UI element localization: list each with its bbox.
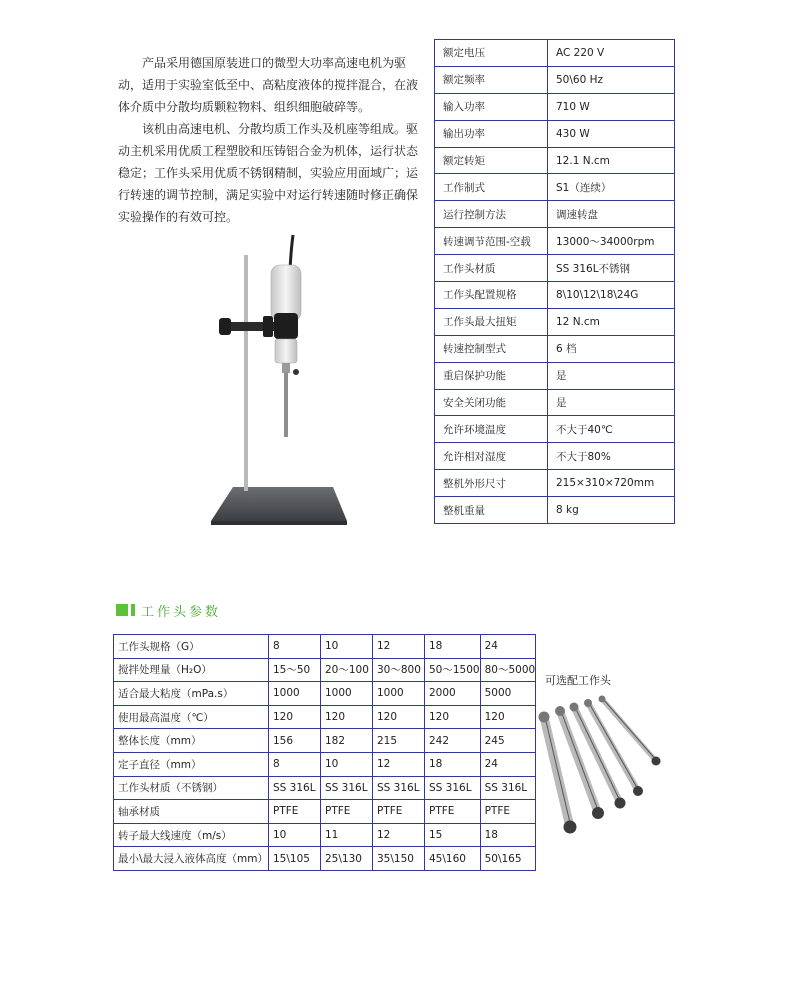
homogenizer-stand-image [205, 225, 355, 535]
param-value: PTFE [321, 800, 373, 824]
param-label: 搅拌处理量（H₂O） [114, 658, 269, 682]
spec-label: 额定电压 [435, 40, 548, 67]
param-row [114, 729, 536, 753]
param-row [114, 705, 536, 729]
work-head-tip [633, 786, 643, 796]
param-value: 30～800 [373, 658, 425, 682]
param-value: 35\150 [373, 847, 425, 871]
spec-label: 输入功率 [435, 93, 548, 120]
param-value: 50\165 [480, 847, 536, 871]
param-value: 24 [480, 752, 536, 776]
spec-row [435, 228, 675, 255]
param-value: 18 [425, 752, 481, 776]
param-value: 45\160 [425, 847, 481, 871]
param-value: 8 [269, 752, 321, 776]
param-label: 适合最大粘度（mPa.s） [114, 682, 269, 706]
spec-value: 调速转盘 [548, 201, 675, 228]
intro-paragraph-1: 产品采用德国原装进口的微型大功率高速电机为驱动，适用于实验室低至中、高粘度液体的搅拌混合，在液体介质中分散均质颗粒物料、组织细胞破碎等。 [118, 56, 419, 114]
param-value: 1000 [373, 682, 425, 706]
spec-row [435, 40, 675, 67]
param-label: 工作头规格（G） [114, 635, 269, 659]
section-title: 工作头参数 [141, 604, 222, 620]
spec-label: 额定频率 [435, 66, 548, 93]
spec-value: 12 N.cm [548, 308, 675, 335]
param-value: 15～50 [269, 658, 321, 682]
param-value: 11 [321, 823, 373, 847]
param-value: 120 [425, 705, 481, 729]
param-value: PTFE [425, 800, 481, 824]
spec-label: 额定转矩 [435, 147, 548, 174]
spec-value: 12.1 N.cm [548, 147, 675, 174]
param-value: 215 [373, 729, 425, 753]
spec-row [435, 443, 675, 470]
spec-value: 6 档 [548, 335, 675, 362]
spec-row [435, 147, 675, 174]
param-value: 80～5000 [480, 658, 536, 682]
spec-value: 是 [548, 362, 675, 389]
spec-label: 允许环境温度 [435, 416, 548, 443]
param-value: 245 [480, 729, 536, 753]
param-value: 2000 [425, 682, 481, 706]
work-head-tip [592, 807, 604, 819]
spec-row [435, 255, 675, 282]
spec-value: 8\10\12\18\24G [548, 282, 675, 309]
param-row [114, 752, 536, 776]
work-head-tip [564, 821, 577, 834]
intro-paragraph-2: 该机由高速电机、分散均质工作头及机座等组成。驱动主机采用优质工程塑胶和压铸铝合金为机体，运行状态稳定；工作头采用优质不锈钢精制，实验应用面域广；运行转速的调节控制，满足实验中对运行转速随时修正确保实验操作的有效可控。 [118, 122, 419, 224]
param-row [114, 635, 536, 659]
work-head-coupling [539, 712, 550, 723]
param-value: 120 [321, 705, 373, 729]
param-value: 18 [425, 635, 481, 659]
param-label: 使用最高温度（℃） [114, 705, 269, 729]
param-value: 50～1500 [425, 658, 481, 682]
param-value: 156 [269, 729, 321, 753]
spec-label: 转速调节范围-空载 [435, 228, 548, 255]
param-row [114, 823, 536, 847]
spec-value: 430 W [548, 120, 675, 147]
spec-label: 工作制式 [435, 174, 548, 201]
param-value: 8 [269, 635, 321, 659]
spec-value: 不大于40℃ [548, 416, 675, 443]
spec-row [435, 120, 675, 147]
param-value: 12 [373, 823, 425, 847]
param-value: 10 [321, 752, 373, 776]
param-row [114, 776, 536, 800]
spec-label: 转速控制型式 [435, 335, 548, 362]
spec-label: 工作头配置规格 [435, 282, 548, 309]
spec-label: 重启保护功能 [435, 362, 548, 389]
param-value: SS 316L [480, 776, 536, 800]
spec-value: 50\60 Hz [548, 66, 675, 93]
optional-heads-caption: 可选配工作头 [545, 674, 611, 687]
spec-label: 安全关闭功能 [435, 389, 548, 416]
spec-row [435, 362, 675, 389]
spec-row [435, 308, 675, 335]
param-value: 20～100 [321, 658, 373, 682]
param-value: SS 316L [373, 776, 425, 800]
param-label: 轴承材质 [114, 800, 269, 824]
work-head-tip [615, 798, 626, 809]
param-value: 120 [373, 705, 425, 729]
param-value: 5000 [480, 682, 536, 706]
param-value: 242 [425, 729, 481, 753]
spec-row [435, 389, 675, 416]
param-row [114, 658, 536, 682]
param-value: 25\130 [321, 847, 373, 871]
param-value: 120 [480, 705, 536, 729]
spec-value: 是 [548, 389, 675, 416]
param-value: SS 316L [269, 776, 321, 800]
spec-row [435, 282, 675, 309]
spec-label: 允许相对湿度 [435, 443, 548, 470]
param-value: 15 [425, 823, 481, 847]
spec-value: SS 316L不锈钢 [548, 255, 675, 282]
spec-label: 工作头最大扭矩 [435, 308, 548, 335]
spec-label: 工作头材质 [435, 255, 548, 282]
spec-row [435, 201, 675, 228]
param-value: 1000 [269, 682, 321, 706]
param-row [114, 800, 536, 824]
work-head-coupling [584, 699, 592, 707]
spec-value: AC 220 V [548, 40, 675, 67]
work-head-tip [652, 757, 661, 766]
param-value: PTFE [269, 800, 321, 824]
heading-marker-icon [116, 604, 128, 616]
param-label: 工作头材质（不锈钢） [114, 776, 269, 800]
spec-row [435, 174, 675, 201]
param-value: 12 [373, 635, 425, 659]
spec-row [435, 497, 675, 524]
spec-row [435, 416, 675, 443]
spec-label: 整机外形尺寸 [435, 470, 548, 497]
spec-value: 13000～34000rpm [548, 228, 675, 255]
spec-label: 输出功率 [435, 120, 548, 147]
work-head-coupling [555, 706, 565, 716]
spec-value: 不大于80% [548, 443, 675, 470]
spec-row [435, 335, 675, 362]
param-value: PTFE [480, 800, 536, 824]
param-value: 18 [480, 823, 536, 847]
param-label: 定子直径（mm） [114, 752, 269, 776]
param-row [114, 682, 536, 706]
param-label: 最小\最大浸入液体高度（mm） [114, 847, 269, 871]
param-value: 12 [373, 752, 425, 776]
param-value: SS 316L [425, 776, 481, 800]
spec-value: S1（连续） [548, 174, 675, 201]
heading-bar-icon [131, 604, 135, 616]
work-heads-image [530, 695, 670, 845]
spec-row [435, 66, 675, 93]
spec-row [435, 470, 675, 497]
param-value: 182 [321, 729, 373, 753]
param-label: 整体长度（mm） [114, 729, 269, 753]
spec-value: 8 kg [548, 497, 675, 524]
spec-value: 215×310×720mm [548, 470, 675, 497]
spec-value: 710 W [548, 93, 675, 120]
work-head-coupling [599, 696, 606, 703]
param-value: 24 [480, 635, 536, 659]
param-value: 10 [269, 823, 321, 847]
param-value: 1000 [321, 682, 373, 706]
param-value: SS 316L [321, 776, 373, 800]
work-head-shaft [602, 699, 656, 761]
spec-table [434, 39, 675, 524]
work-head-coupling [570, 703, 579, 712]
spec-label: 运行控制方法 [435, 201, 548, 228]
work-head-param-table [113, 634, 536, 871]
section-heading [116, 601, 221, 619]
param-value: 120 [269, 705, 321, 729]
spec-row [435, 93, 675, 120]
work-head-edge [603, 699, 657, 761]
param-value: 10 [321, 635, 373, 659]
spec-label: 整机重量 [435, 497, 548, 524]
param-row [114, 847, 536, 871]
param-value: 15\105 [269, 847, 321, 871]
product-intro [118, 52, 418, 228]
param-label: 转子最大线速度（m/s） [114, 823, 269, 847]
param-value: PTFE [373, 800, 425, 824]
